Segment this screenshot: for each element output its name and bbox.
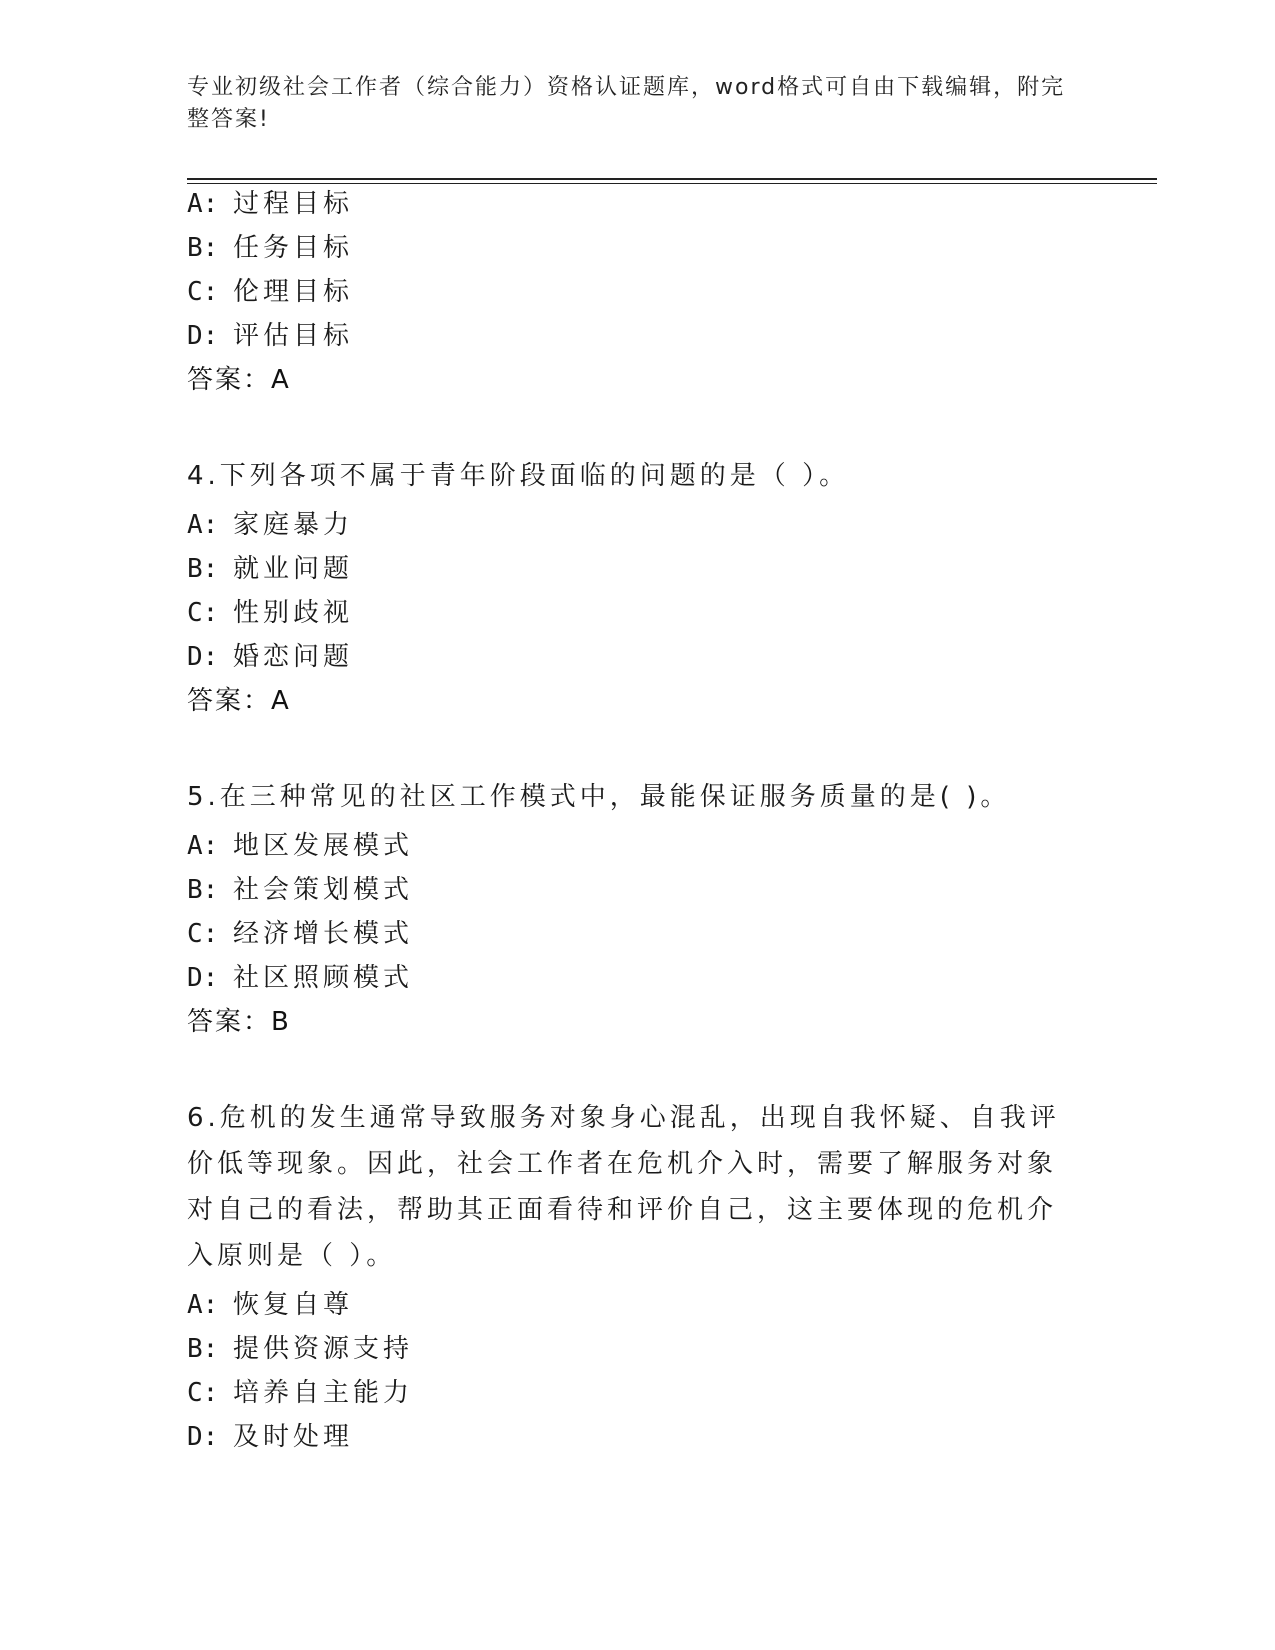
q6-stem: 6.危机的发生通常导致服务对象身心混乱，出现自我怀疑、自我评价低等现象。因此，社会工作者在危机介入时，需要了解服务对象对自己的看法，帮助其正面看待和评价自己，这主要体现的危机介入原则是（ ）。 (187, 1103, 1060, 1271)
header-divider-thick (187, 178, 1157, 180)
option-text: 经济增长模式 (233, 919, 414, 949)
document-header: 专业初级社会工作者（综合能力）资格认证题库，word格式可自由下载编辑，附完整答案! (187, 75, 1066, 132)
q6-option-a (187, 1288, 353, 1322)
option-letter: C: (187, 1378, 219, 1408)
option-text: 培养自主能力 (233, 1378, 414, 1408)
option-text: 社区照顾模式 (233, 963, 414, 993)
option-text: 伦理目标 (233, 277, 354, 307)
option-text: 任务目标 (233, 233, 354, 263)
q4-stem: 4.下列各项不属于青年阶段面临的问题的是（ ）。 (187, 461, 850, 491)
q3-option-c (187, 275, 353, 309)
option-letter: B: (187, 1334, 219, 1364)
q4-option-d (187, 640, 353, 674)
option-text: 评估目标 (233, 321, 354, 351)
option-letter: C: (187, 598, 219, 628)
option-letter: A: (187, 189, 219, 219)
option-letter: D: (187, 642, 219, 672)
option-text: 就业问题 (233, 554, 354, 584)
option-text: 性别歧视 (233, 598, 354, 628)
option-text: 及时处理 (233, 1422, 354, 1452)
answer-label: 答案： (187, 365, 272, 395)
q3-option-d (187, 319, 353, 353)
q5-answer (187, 1005, 289, 1039)
q6-option-b (187, 1332, 413, 1366)
q5-option-b (187, 873, 413, 907)
option-letter: A: (187, 831, 219, 861)
option-letter: B: (187, 233, 219, 263)
q5-option-c (187, 917, 413, 951)
option-text: 地区发展模式 (233, 831, 414, 861)
option-letter: B: (187, 875, 219, 905)
option-letter: A: (187, 1290, 219, 1320)
option-text: 社会策划模式 (233, 875, 414, 905)
q4-option-a (187, 508, 353, 542)
answer-value: A (271, 686, 289, 716)
q6-option-c (187, 1376, 413, 1410)
option-text: 提供资源支持 (233, 1334, 414, 1364)
option-letter: B: (187, 554, 219, 584)
q4-option-c (187, 596, 353, 630)
q3-option-a (187, 187, 353, 221)
answer-label: 答案： (187, 686, 272, 716)
option-letter: C: (187, 277, 219, 307)
q3-answer (187, 363, 289, 397)
option-text: 恢复自尊 (233, 1290, 354, 1320)
q3-option-b (187, 231, 353, 265)
option-letter: A: (187, 510, 219, 540)
option-text: 婚恋问题 (233, 642, 354, 672)
answer-value: B (271, 1007, 289, 1037)
q5-option-a (187, 829, 413, 863)
q5-option-d (187, 961, 413, 995)
q5-stem: 5.在三种常见的社区工作模式中，最能保证服务质量的是( )。 (187, 782, 1011, 812)
option-letter: D: (187, 963, 219, 993)
q6-option-d (187, 1420, 353, 1454)
q4-answer (187, 684, 289, 718)
option-text: 过程目标 (233, 189, 354, 219)
option-letter: C: (187, 919, 219, 949)
answer-label: 答案： (187, 1007, 272, 1037)
q4-option-b (187, 552, 353, 586)
option-letter: D: (187, 321, 219, 351)
option-text: 家庭暴力 (233, 510, 354, 540)
header-divider-thin (187, 183, 1157, 184)
answer-value: A (271, 365, 289, 395)
option-letter: D: (187, 1422, 219, 1452)
